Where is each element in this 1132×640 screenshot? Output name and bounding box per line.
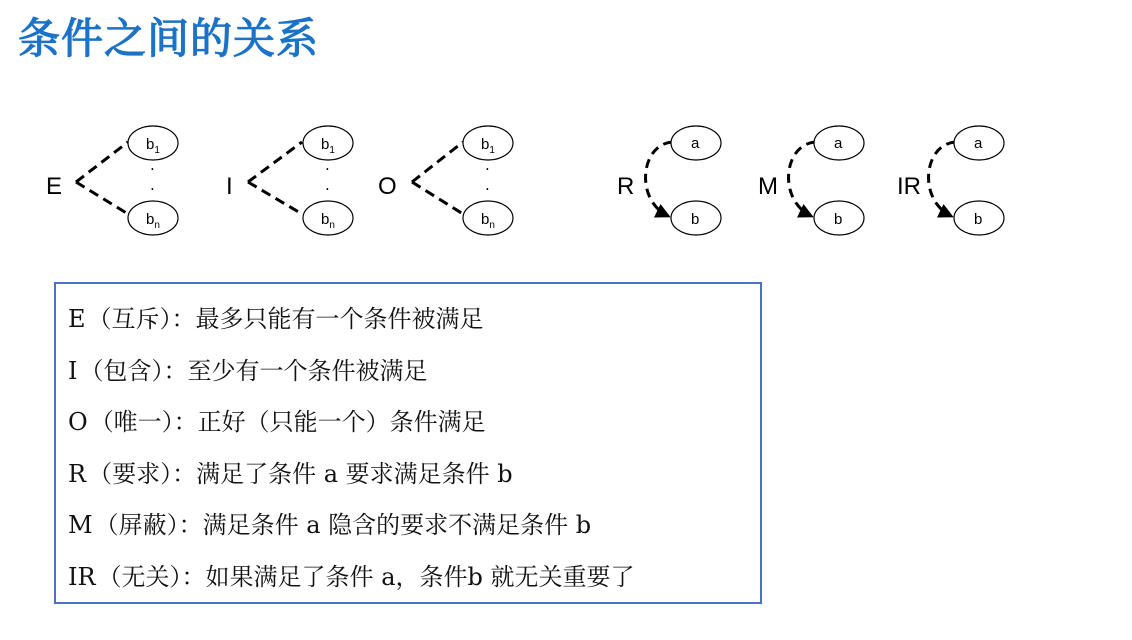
- node-b1-label: $b_1$: [321, 136, 335, 156]
- ellipsis-dot: .: [485, 156, 490, 174]
- fan-diagram-o: [378, 126, 513, 235]
- fan-edge-bottom: [412, 182, 463, 214]
- arrow-label-m: M: [758, 173, 778, 200]
- legend-box: [54, 282, 762, 604]
- legend-text: （互斥）：最多只能有一个条件被满足: [87, 305, 484, 333]
- legend-text: （屏蔽）：满足条件 a 隐含的要求不满足条件 b: [94, 511, 592, 539]
- node-b-label: b: [974, 211, 983, 228]
- legend-row-ir: [68, 556, 748, 608]
- arrow-label-r: R: [617, 173, 635, 200]
- fan-label-i: I: [226, 173, 233, 200]
- legend-row-m: [68, 504, 748, 556]
- legend-text: （无关）：如果满足了条件 a，条件b 就无关重要了: [97, 562, 635, 591]
- legend-code: I: [68, 356, 78, 385]
- legend-text: （包含）：至少有一个条件被满足: [79, 356, 428, 385]
- legend-row-r: [68, 453, 748, 505]
- dashed-arrow: [646, 142, 672, 216]
- ellipsis-dot: .: [325, 156, 330, 174]
- ellipsis-dot: .: [325, 176, 330, 194]
- fan-edge-top: [248, 142, 302, 182]
- fan-edge-bottom: [248, 182, 302, 214]
- fan-diagram-e: [46, 126, 178, 235]
- ellipsis-dot: .: [150, 176, 155, 194]
- legend-code: R: [68, 459, 87, 488]
- node-b-label: b: [691, 211, 700, 228]
- arrow-label-ir: IR: [897, 173, 921, 200]
- dashed-arrow: [789, 142, 815, 216]
- fan-edge-bottom: [76, 182, 128, 214]
- legend-code: IR: [68, 562, 96, 591]
- legend-text: （唯一）：正好（只能一个）条件满足: [89, 408, 486, 436]
- fan-edge-top: [412, 142, 463, 182]
- legend-code: O: [68, 408, 88, 436]
- legend-code: M: [68, 511, 93, 539]
- node-b-label: b: [834, 211, 843, 228]
- arrow-diagram-ir: [897, 126, 1004, 235]
- fan-diagram-i: [226, 126, 353, 235]
- ellipsis-dot: .: [150, 156, 155, 174]
- node-bn-label: $b_n$: [146, 211, 160, 231]
- fan-edge-top: [76, 142, 128, 182]
- legend-row-i: [68, 350, 748, 402]
- page-title: 条件之间的关系: [18, 14, 320, 63]
- ellipsis-dot: .: [485, 176, 490, 194]
- node-b1-label: $b_1$: [146, 136, 160, 156]
- legend-text: （要求）：满足了条件 a 要求满足条件 b: [88, 459, 513, 488]
- legend-row-e: [68, 298, 748, 350]
- fan-label-e: E: [46, 173, 63, 200]
- node-bn-label: $b_n$: [481, 211, 495, 231]
- relation-diagrams: [0, 0, 1132, 270]
- dashed-arrow: [929, 142, 955, 216]
- arrow-diagram-r: [617, 126, 721, 235]
- node-a-label: a: [974, 135, 983, 152]
- node-bn-label: $b_n$: [321, 211, 335, 231]
- arrow-diagram-m: [758, 126, 864, 235]
- node-a-label: a: [834, 135, 843, 152]
- node-b1-label: $b_1$: [481, 136, 495, 156]
- legend-row-o: [68, 401, 748, 453]
- fan-label-o: O: [378, 173, 397, 200]
- node-a-label: a: [691, 135, 700, 152]
- legend-code: E: [68, 305, 86, 333]
